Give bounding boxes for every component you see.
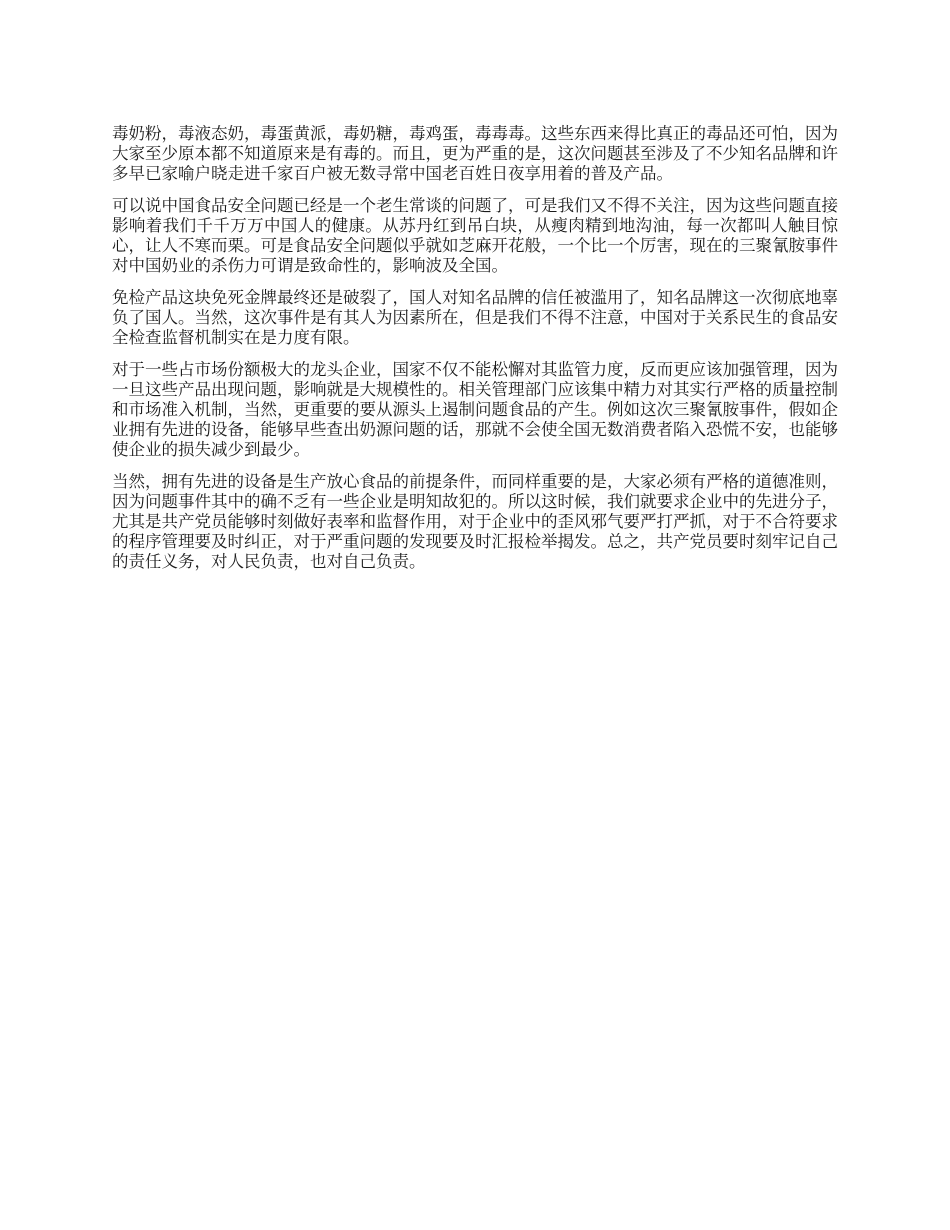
- paragraph-3: 免检产品这块免死金牌最终还是破裂了，国人对知名品牌的信任被滥用了，知名品牌这一次彻底地辜负了国人。当然，这次事件是有其人为因素所在，但是我们不得不注意，中国对于关系民生的食品安全检查监督机制实在是力度有限。: [112, 288, 838, 347]
- paragraph-4: 对于一些占市场份额极大的龙头企业，国家不仅不能松懈对其监管力度，反而更应该加强管理，因为一旦这些产品出现问题，影响就是大规模性的。相关管理部门应该集中精力对其实行严格的质量控制和市场准入机制，当然，更重要的要从源头上遏制问题食品的产生。例如这次三聚氰胺事件，假如企业拥有先进的设备，能够早些查出奶源问题的话，那就不会使全国无数消费者陷入恐慌不安，也能够使企业的损失减少到最少。: [112, 360, 838, 459]
- document-body: [112, 124, 838, 584]
- paragraph-2: 可以说中国食品安全问题已经是一个老生常谈的问题了，可是我们又不得不关注，因为这些问题直接影响着我们千千万万中国人的健康。从苏丹红到吊白块，从瘦肉精到地沟油，每一次都叫人触目惊心，让人不寒而栗。可是食品安全问题似乎就如芝麻开花般，一个比一个厉害，现在的三聚氰胺事件对中国奶业的杀伤力可谓是致命性的，影响波及全国。: [112, 196, 838, 275]
- paragraph-1: 毒奶粉，毒液态奶，毒蛋黄派，毒奶糖，毒鸡蛋，毒毒毒。这些东西来得比真正的毒品还可怕，因为大家至少原本都不知道原来是有毒的。而且，更为严重的是，这次问题甚至涉及了不少知名品牌和许多早已家喻户晓走进千家百户被无数寻常中国老百姓日夜享用着的普及产品。: [112, 124, 838, 183]
- paragraph-5: 当然，拥有先进的设备是生产放心食品的前提条件，而同样重要的是，大家必须有严格的道德准则，因为问题事件其中的确不乏有一些企业是明知故犯的。所以这时候，我们就要求企业中的先进分子，尤其是共产党员能够时刻做好表率和监督作用，对于企业中的歪风邪气要严打严抓，对于不合符要求的程序管理要及时纠正，对于严重问题的发现要及时汇报检举揭发。总之，共产党员要时刻牢记自己的责任义务，对人民负责，也对自己负责。: [112, 472, 838, 571]
